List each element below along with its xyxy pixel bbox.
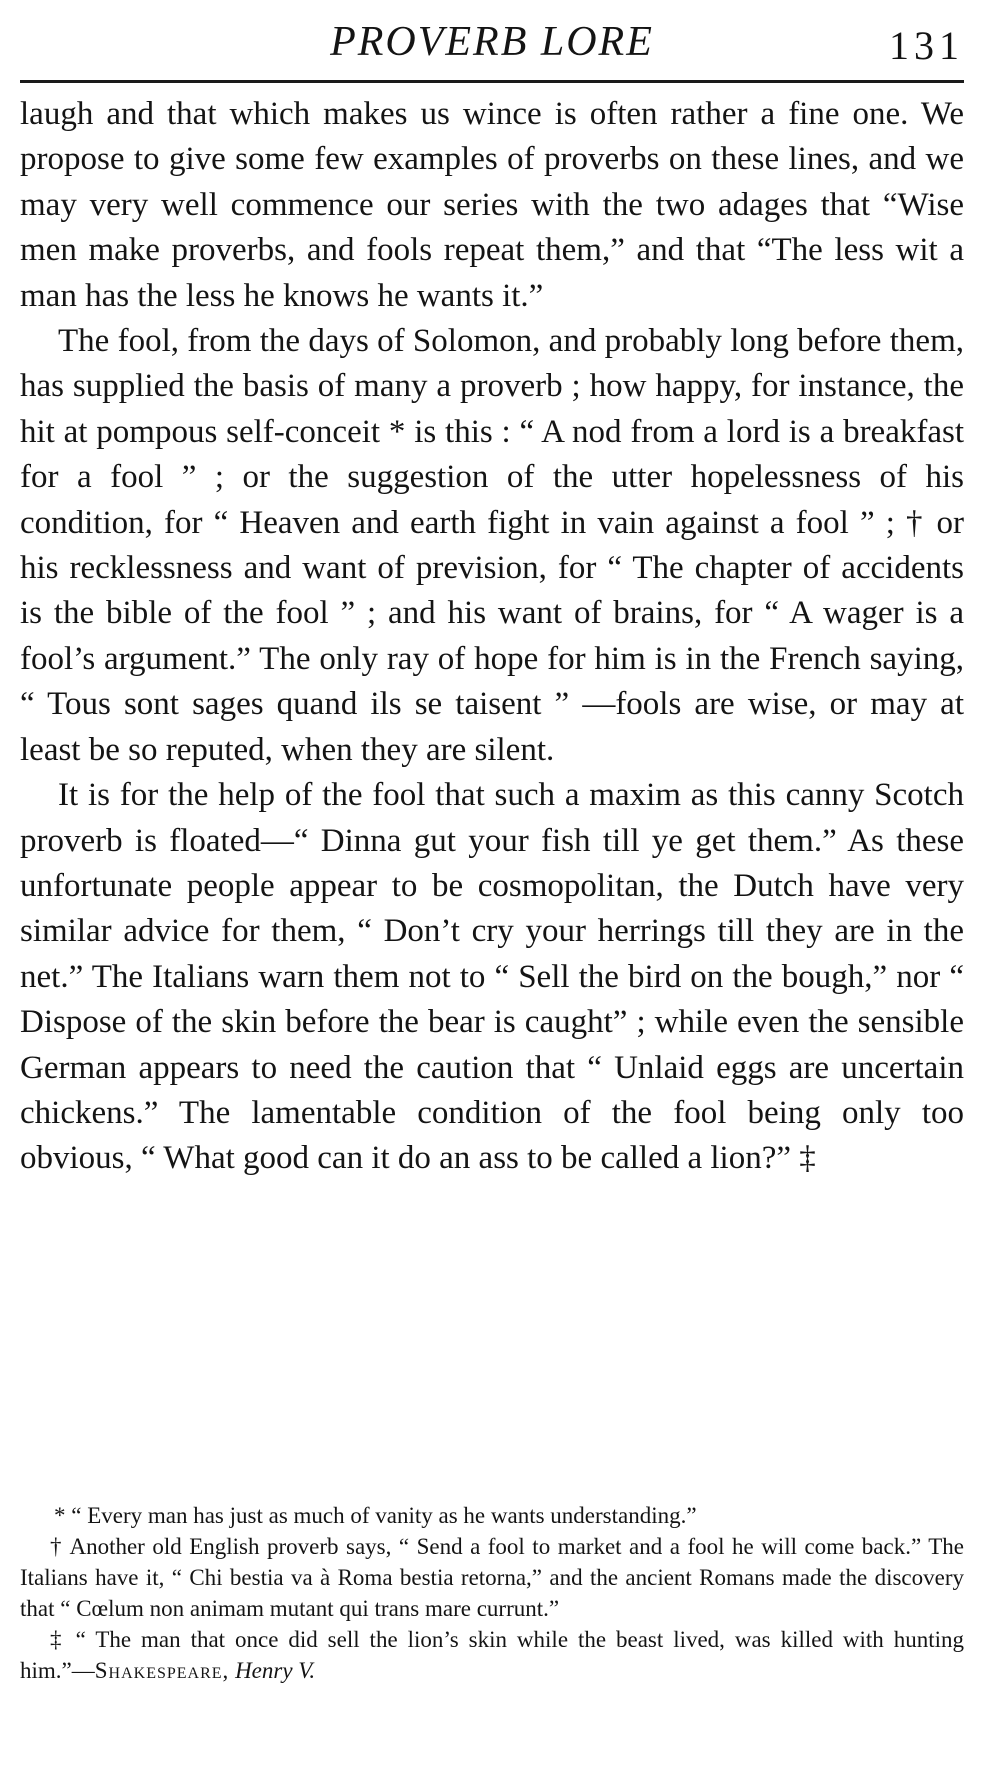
- body-text: [20, 92, 964, 1182]
- footnotes: [20, 1500, 964, 1686]
- page-number: 131: [889, 23, 964, 68]
- footnote-dagger: † Another old English proverb says, “ Send a fool to market and a fool he will come back.” The Italians have it, “ Chi bestia va à Roma bestia retorna,” and the ancient Romans made the discovery that “ Cœlum non animam mutant qui trans mare currunt.”: [20, 1534, 964, 1621]
- footnote-work: Henry V.: [235, 1658, 316, 1683]
- page-title: PROVERB LORE: [330, 19, 654, 65]
- footnote-double-dagger-text: ‡ “ The man that once did sell the lion’s skin while the beast lived, was killed with hunting him.”—: [20, 1627, 964, 1683]
- paragraph-fool-help: It is for the help of the fool that such a maxim as this canny Scotch proverb is floated—“ Dinna gut your fish till ye get them.” As these unfortunate people appear to be cosmopolitan, the Dutch have very similar advice for them, “ Don’t cry your herrings till they are in the net.” The Italians warn them not to “ Sell the bird on the bough,” nor “ Dispose of the skin before the bear is caught” ; while even the sensible German appears to need the caution that “ Unlaid eggs are uncertain chickens.” The lamentable condition of the fool being only too obvious, “ What good can it do an ass to be called a lion?” ‡: [20, 777, 964, 1177]
- footnote-double-dagger: [20, 1624, 964, 1686]
- footnote-author: Shakespeare,: [94, 1658, 230, 1683]
- footnote-asterisk: * “ Every man has just as much of vanity as he wants understanding.”: [54, 1503, 697, 1528]
- running-head: [20, 14, 964, 74]
- paragraph-fool-solomon: The fool, from the days of Solomon, and probably long before them, has supplied the basis of many a proverb ; how happy, for instance, the hit at pompous self-conceit * is this : “ A nod from a lord is a breakfast for a fool ” ; or the suggestion of the utter hopelessness of his condition, for “ Heaven and earth fight in vain against a fool ” ; † or his recklessness and want of prevision, for “ The chapter of accidents is the bible of the fool ” ; and his want of brains, for “ A wager is a fool’s argument.” The only ray of hope for him is in the French saying, “ Tous sont sages quand ils se taisent ” —fools are wise, or may at least be so reputed, when they are silent.: [20, 323, 964, 768]
- paragraph-continuation: laugh and that which makes us wince is often rather a fine one. We propose to give some few examples of proverbs on these lines, and we may very well commence our series with the two adages that “Wise men make proverbs, and fools repeat them,” and that “The less wit a man has the less he knows he wants it.”: [20, 96, 964, 314]
- header-rule: [20, 80, 964, 83]
